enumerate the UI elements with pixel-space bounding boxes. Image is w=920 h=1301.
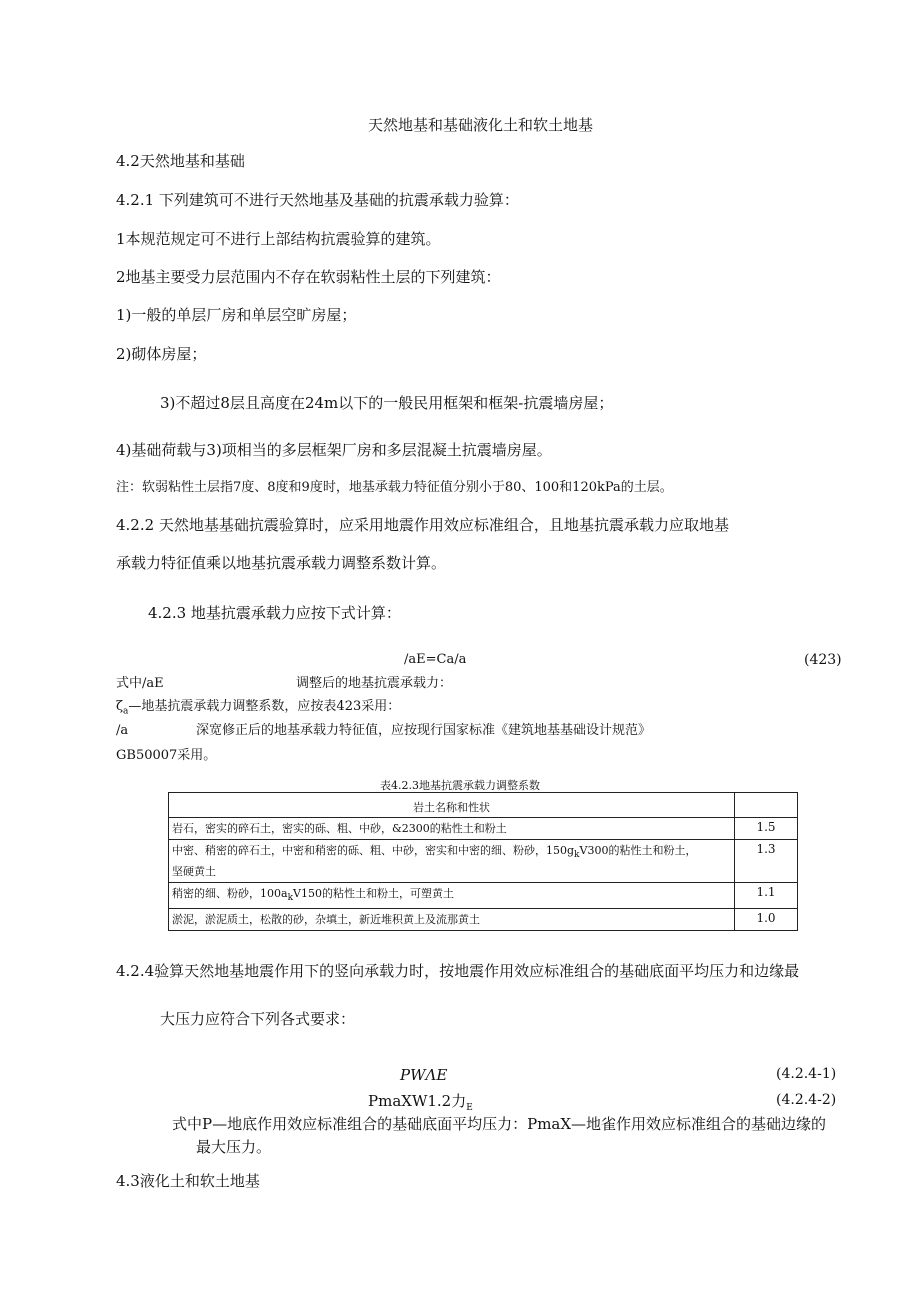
- cell-name: 岩石，密实的碎石土，密实的砾、粗、中砂，&2300的粘性土和粉土: [169, 818, 735, 840]
- equation-text: PmaXW1.2力: [368, 1092, 467, 1110]
- cell-text: V150的粘性土和粉土，可塑黄土: [293, 887, 454, 901]
- equation: /aE=Ca/a: [404, 652, 467, 667]
- clause-4-2-4-cont: 大压力应符合下列各式要求：: [160, 1010, 356, 1028]
- list-item: 1)一般的单层厂房和单层空旷房屋；: [116, 306, 357, 324]
- table-row: [169, 883, 798, 909]
- header-name: 岩土名称和性状: [169, 793, 735, 818]
- list-item: 3)不超过8层且高度在24m以下的一般民用框架和框架-抗震墙房屋；: [160, 394, 614, 412]
- table-caption: 表4.2.3地基抗震承载力调整系数: [380, 779, 540, 792]
- subscript: a: [123, 706, 129, 717]
- coefficient-table: [168, 792, 798, 931]
- note: 注：软弱粘性土层指7度、8度和9度时，地基承载力特征值分别小于80、100和120kPa的土层。: [116, 480, 673, 495]
- where-definition: —地基抗震承载力调整系数，应按表423采用：: [128, 699, 401, 714]
- equation-number: (4.2.4-2): [776, 1092, 837, 1108]
- clause-4-2-2: 4.2.2 天然地基基础抗震验算时，应采用地震作用效应标准组合，且地基抗震承载力应取地基: [116, 516, 729, 534]
- equation-number: (423): [804, 652, 842, 668]
- section-heading-4-3: 4.3液化土和软土地基: [116, 1172, 260, 1190]
- where-definition: 深宽修正后的地基承载力特征值，应按现行国家标准《建筑地基基础设计规范》: [196, 723, 652, 738]
- cell-value: 1.0: [735, 909, 798, 931]
- header-value: [735, 793, 798, 818]
- where-definition-cont: 最大压力。: [196, 1138, 272, 1156]
- cell-text: 中密、稍密的碎石土，中密和稍密的砾、粗、中砂，密实和中密的细、粉砂，150g: [172, 844, 575, 858]
- clause-4-2-1: 4.2.1 下列建筑可不进行天然地基及基础的抗震承载力验算：: [116, 191, 519, 209]
- cell-value: 1.1: [735, 883, 798, 909]
- section-heading-4-2: 4.2天然地基和基础: [116, 152, 245, 170]
- cell-name: 淤泥，淤泥质土，松散的砂，杂填土，新近堆积黄上及流那黄土: [169, 909, 735, 931]
- subscript: k: [574, 850, 580, 861]
- equation: [368, 1092, 473, 1114]
- where-symbol: /a: [116, 723, 129, 738]
- subscript: E: [466, 1103, 473, 1113]
- equation-number: (4.2.4-1): [776, 1066, 837, 1082]
- list-item: 2地基主要受力层范围内不存在软弱粘性土层的下列建筑：: [116, 268, 501, 286]
- clause-4-2-2-cont: 承载力特征值乘以地基抗震承载力调整系数计算。: [116, 554, 447, 572]
- cell-text: 稍密的细、粉砂，100a: [172, 887, 288, 901]
- table-header-row: [169, 793, 798, 818]
- clause-4-2-3: 4.2.3 地基抗震承载力应按下式计算：: [148, 604, 401, 622]
- cell-name: [169, 883, 735, 909]
- list-item: 2)砌体房屋；: [116, 345, 207, 363]
- page-title: 天然地基和基础液化土和软土地基: [368, 116, 594, 134]
- cell-name: [169, 840, 735, 883]
- cell-text: 坚硬黄土: [172, 865, 216, 879]
- table-row: [169, 840, 798, 883]
- where-definition: 调整后的地基抗震承载力：: [296, 676, 453, 691]
- table-row: [169, 818, 798, 840]
- equation: PWΛE: [400, 1066, 448, 1084]
- where-definition-cont: GB50007采用。: [116, 748, 217, 763]
- clause-4-2-4: 4.2.4验算天然地基地震作用下的竖向承载力时，按地震作用效应标准组合的基础底面平均压力和边缘最: [116, 962, 800, 980]
- where-definition: 式中P—地底作用效应标准组合的基础底面平均压力：PmaX—地雀作用效应标准组合的基础边缘的: [172, 1115, 827, 1133]
- cell-text: V300的粘性土和粉土，: [579, 844, 697, 858]
- where-definition-line: [116, 699, 400, 717]
- where-symbol: 式中/aE: [116, 676, 164, 691]
- subscript: k: [287, 893, 294, 904]
- cell-value: 1.3: [735, 840, 798, 883]
- cell-value: 1.5: [735, 818, 798, 840]
- list-item: 4)基础荷载与3)项相当的多层框架厂房和多层混凝土抗震墙房屋。: [116, 441, 552, 459]
- zeta-symbol: ζ: [116, 699, 124, 714]
- table-row: [169, 909, 798, 931]
- list-item: 1本规范规定可不进行上部结构抗震验算的建筑。: [116, 230, 441, 248]
